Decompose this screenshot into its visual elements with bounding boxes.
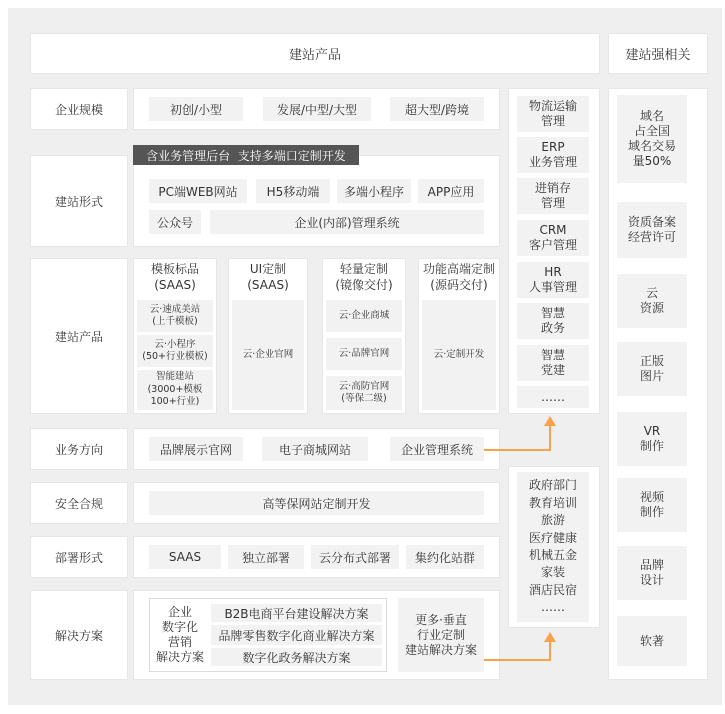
product-item: 云·小程序 (50+行业模板) xyxy=(137,335,213,367)
form-item: PC端WEB网站 xyxy=(149,179,247,203)
product-item: 云·企业商城 xyxy=(326,300,402,332)
solution-item: 数字化政务解决方案 xyxy=(211,648,382,666)
product-col-title: 轻量定制 (镜像交付) xyxy=(335,262,393,292)
solution-more: 更多·垂直 行业定制 建站解决方案 xyxy=(398,598,484,672)
business-item: 品牌展示官网 xyxy=(149,437,243,461)
form-banner-text: 含业务管理后台 支持多端口定制开发 xyxy=(146,148,346,163)
product-col-title: 模板标品 (SAAS) xyxy=(150,262,199,292)
side-item: 资质备案 经营许可 xyxy=(617,202,687,258)
deploy-item: 云分布式部署 xyxy=(311,545,399,569)
form-item: APP应用 xyxy=(418,179,484,203)
row-label-text: 建站形式 xyxy=(54,194,103,209)
system-item: 进销存 管理 xyxy=(517,178,589,214)
system-item: 智慧 党建 xyxy=(517,345,589,381)
side-item: 正版 图片 xyxy=(617,342,687,396)
industries-list: 政府部门 教育培训 旅游 医疗健康 机械五金 家装 酒店民宿 …… xyxy=(517,472,589,622)
product-item: 云·速成美站 (上千模板) xyxy=(137,300,213,332)
system-item: 智慧 政务 xyxy=(517,303,589,339)
scale-item: 超大型/跨境 xyxy=(390,97,484,121)
arrow-head xyxy=(544,632,556,642)
side-item: 品牌 设计 xyxy=(617,546,687,600)
row-label-text: 建站产品 xyxy=(54,329,103,344)
system-item: CRM 客户管理 xyxy=(517,220,589,256)
business-item: 企业管理系统 xyxy=(390,437,484,461)
arrow-line xyxy=(484,640,550,660)
side-item: VR 制作 xyxy=(617,412,687,466)
scale-item: 发展/中型/大型 xyxy=(263,97,371,121)
row-label-text: 企业规模 xyxy=(54,102,103,117)
side-item: 云 资源 xyxy=(617,274,687,328)
system-item: 物流运输 管理 xyxy=(517,96,589,132)
row-label-text: 部署形式 xyxy=(54,550,103,565)
product-item: 智能建站 (3000+模板 100+行业) xyxy=(137,370,213,410)
scale-item: 初创/小型 xyxy=(149,97,243,121)
form-item: 多端小程序 xyxy=(337,179,411,203)
product-item: 云·定制开发 xyxy=(422,300,496,410)
deploy-item: 独立部署 xyxy=(228,545,304,569)
product-col-title: 功能高端定制 (源码交付) xyxy=(422,262,495,292)
row-label-text: 解决方案 xyxy=(54,628,103,643)
security-item: 高等保网站定制开发 xyxy=(149,491,484,515)
product-item: 云·企业官网 xyxy=(232,300,304,410)
product-item: 云·品牌官网 xyxy=(326,338,402,370)
row-label-text: 安全合规 xyxy=(54,496,103,511)
side-header-title: 建站强相关 xyxy=(625,48,691,63)
form-item: 企业(内部)管理系统 xyxy=(210,210,484,234)
system-item: HR 人事管理 xyxy=(517,262,589,298)
form-item: 公众号 xyxy=(149,210,201,234)
main-header-title: 建站产品 xyxy=(288,48,341,63)
arrow-head xyxy=(544,416,556,426)
system-item: ERP 业务管理 xyxy=(517,137,589,173)
row-label-text: 业务方向 xyxy=(54,442,103,457)
form-item: H5移动端 xyxy=(256,179,330,203)
side-item: 域名 占全国 域名交易 量50% xyxy=(617,95,687,183)
solution-group-title: 企业 数字化 营销 解决方案 xyxy=(155,605,204,664)
side-item: 视频 制作 xyxy=(617,478,687,532)
product-col-title: UI定制 (SAAS) xyxy=(247,262,289,292)
product-item: 云·高防官网 (等保二级) xyxy=(326,376,402,410)
solution-item: 品牌零售数字化商业解决方案 xyxy=(211,625,382,645)
system-item: …… xyxy=(517,386,589,408)
arrow-line xyxy=(484,424,550,450)
side-item: 软著 xyxy=(617,616,687,666)
business-item: 电子商城网站 xyxy=(262,437,368,461)
deploy-item: SAAS xyxy=(149,545,221,569)
deploy-item: 集约化站群 xyxy=(406,545,484,569)
solution-item: B2B电商平台建设解决方案 xyxy=(211,604,382,622)
